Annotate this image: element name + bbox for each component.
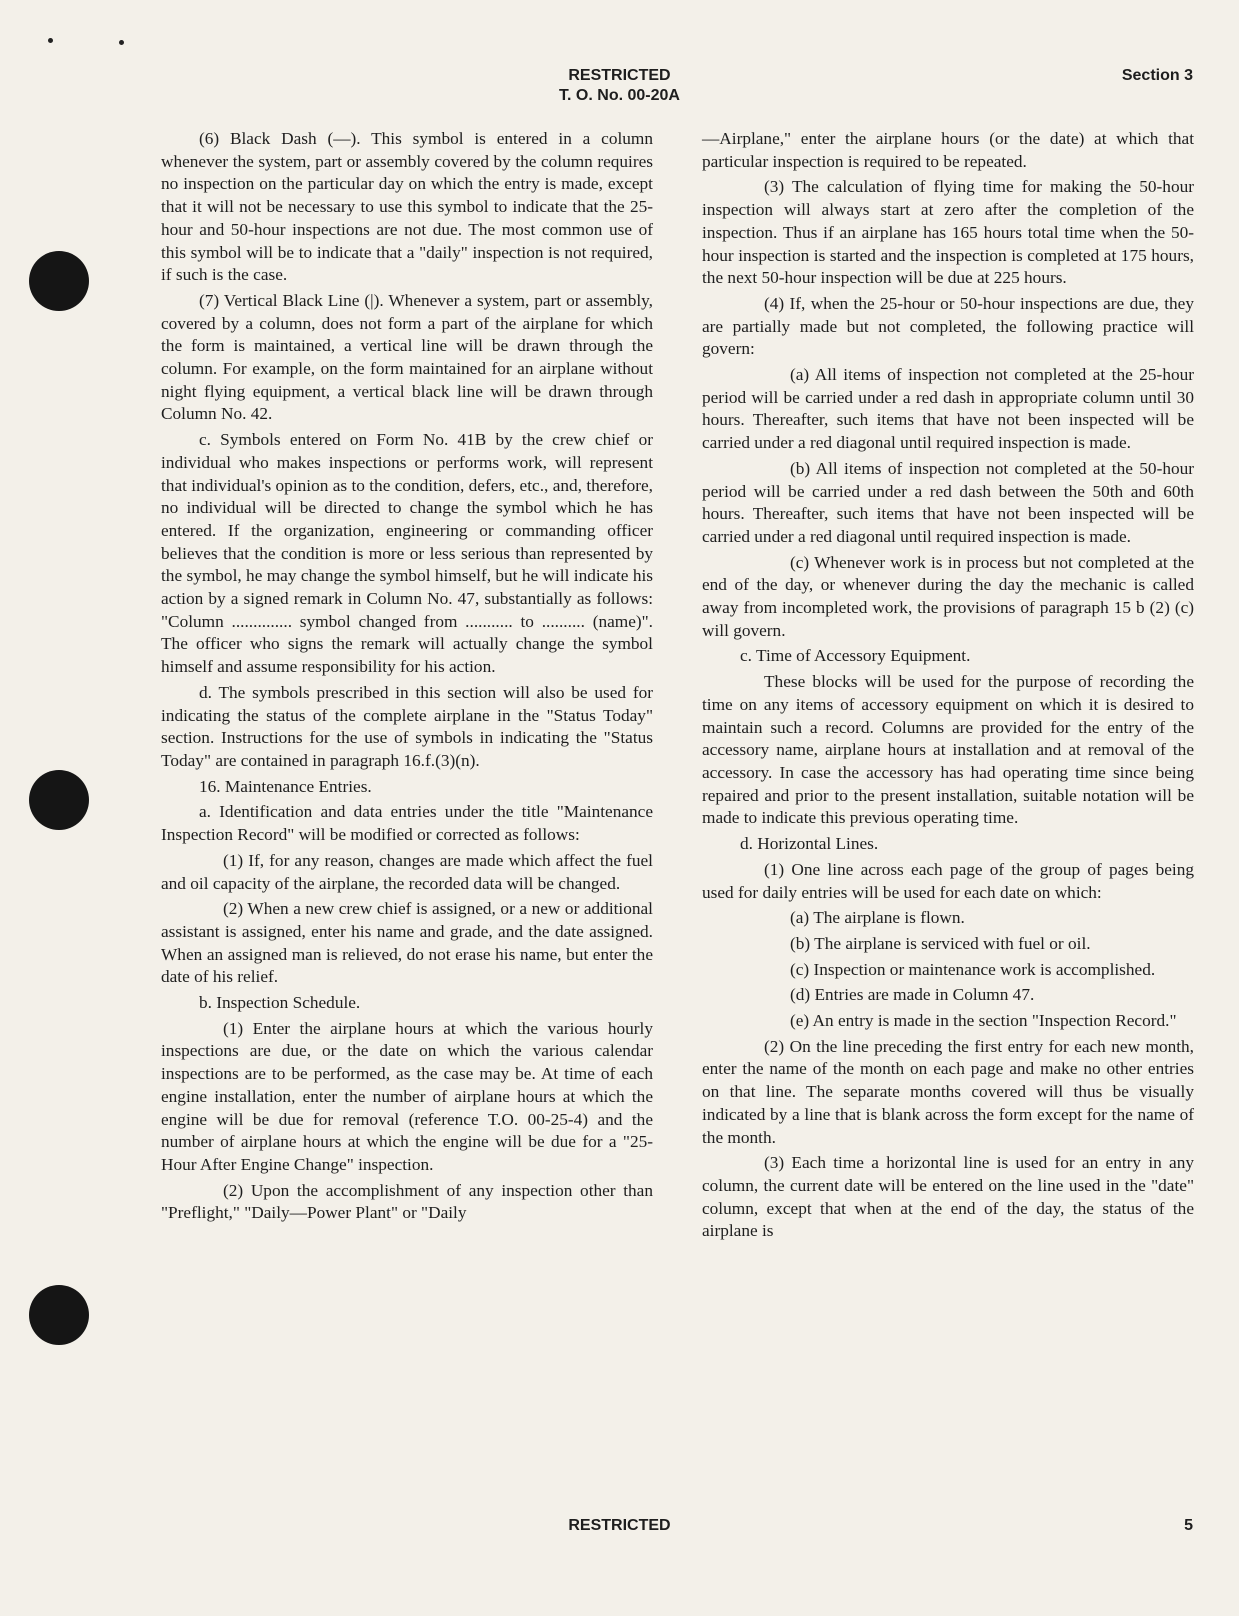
binder-hole-bottom [29, 1285, 89, 1345]
speck [119, 40, 124, 45]
paragraph: (3) The calculation of flying time for making the 50-hour inspection will always start at zero after the completion of the inspection. Thus if an airplane has 165 hours total time when the 50-hour inspection is started and the inspection is completed at 175 hours, the next 50-hour inspection will be due at 225 hours. [702, 177, 1194, 288]
paragraph: (1) Enter the airplane hours at which the various hourly inspections are due, or the date on which the various calendar inspections are to be performed, as the case may be. At time of each engine installation, enter the number of airplane hours at which the engine will be due for removal (reference T.O. 00-25-4) and the number of airplane hours at which the engine will be due for a "25-Hour After Engine Change" inspection. [161, 1018, 653, 1174]
list-item: (a) The airplane is flown. [790, 908, 965, 928]
binder-hole-middle [29, 770, 89, 830]
footer-classification: RESTRICTED [568, 1517, 671, 1534]
list-item: (d) Entries are made in Column 47. [790, 985, 1035, 1005]
paragraph: (6) Black Dash (—). This symbol is entered in a column whenever the system, part or assembly covered by the column requires no inspection on the particular day on which the entry is made, except that it will not be necessary to use this symbol to indicate that the 25-hour and 50-hour inspections are not due. The most common use of this symbol will be to indicate that a "daily" inspection is not required, if such is the case. [161, 129, 653, 285]
paragraph: a. Identification and data entries under the title "Maintenance Inspection Record" will be modified or corrected as follows: [161, 802, 653, 845]
paragraph: (7) Vertical Black Line (|). Whenever a system, part or assembly, covered by a column, does not form a part of the airplane for which the form is maintained, a vertical line will be drawn through the column. For example, on the form maintained for an airplane without night flying equipment, a vertical black line will be drawn through Column No. 42. [161, 290, 653, 424]
paragraph-heading: d. Horizontal Lines. [740, 834, 879, 854]
paragraph: (2) On the line preceding the first entry for each new month, enter the name of the month on each page and make no other entries on that line. The separate months covered will thus be visually indicated by a line that is blank across the form except for the name of the month. [702, 1036, 1194, 1147]
paragraph: (2) Upon the accomplishment of any inspection other than "Preflight," "Daily—Power Plant" or "Daily [161, 1180, 653, 1223]
paragraph-heading: 16. Maintenance Entries. [199, 776, 372, 796]
paragraph: —Airplane," enter the airplane hours (or the date) at which that particular inspection is required to be repeated. [702, 129, 1194, 171]
paragraph: (2) When a new crew chief is assigned, or a new or additional assistant is assigned, enter his name and grade, and the date assigned. When an assigned man is relieved, do not erase his name, but enter the date of his relief. [161, 899, 653, 987]
header-doc-number: T. O. No. 00-20A [559, 87, 680, 104]
list-item: (e) An entry is made in the section "Inspection Record." [790, 1011, 1177, 1031]
binder-hole-top [29, 251, 89, 311]
list-item: (b) The airplane is serviced with fuel or oil. [790, 933, 1091, 953]
left-column [161, 128, 653, 1228]
paragraph: c. Symbols entered on Form No. 41B by the crew chief or individual who makes inspections or performs work, will represent that individual's opinion as to the condition, defers, etc., and, therefore, no individual will be directed to change the symbol which he has entered. If the organization, engineering or commanding officer believes that the condition is more or less serious than represented by the symbol, he may change the symbol himself, but he will indicate his action by a signed remark in Column No. 47, substantially as follows: "Column .............. symbol changed from ........... to .......... (name)". The officer who signs the remark will actually change the symbol himself and assume responsibility for his action. [161, 430, 653, 677]
paragraph-heading: c. Time of Accessory Equipment. [740, 646, 971, 666]
page-number: 5 [1184, 1517, 1193, 1534]
paragraph: (a) All items of inspection not completed at the 25-hour period will be carried under a red dash in appropriate column until 30 hours. Thereafter, such items that have not been inspected will be carried under a red diagonal until required inspection is made. [702, 365, 1194, 453]
paragraph: (3) Each time a horizontal line is used for an entry in any column, the current date will be entered on the line used in the "date" column, except that when at the end of the day, the status of the airplane is [702, 1153, 1194, 1241]
paragraph-heading: b. Inspection Schedule. [199, 993, 361, 1013]
speck [48, 38, 53, 43]
paragraph: (c) Whenever work is in process but not completed at the end of the day, or whenever during the day the mechanic is called away from incompleted work, the provisions of paragraph 15 b (2) (c) will govern. [702, 552, 1194, 640]
paragraph: (1) One line across each page of the group of pages being used for daily entries will be used for each date on which: [702, 859, 1194, 902]
paragraph: (4) If, when the 25-hour or 50-hour inspections are due, they are partially made but not completed, the following practice will govern: [702, 293, 1194, 359]
right-column [702, 128, 1194, 1246]
paragraph: These blocks will be used for the purpose of recording the time on any items of accessory equipment on which it is desired to maintain such a record. Columns are provided for the entry of the accessory name, airplane hours at installation and at removal of the accessory. In case the accessory has had operating time since being repaired and prior to the present installation, suitable notation will be made to indicate this previous operating time. [702, 672, 1194, 828]
list-item: (c) Inspection or maintenance work is accomplished. [790, 959, 1156, 979]
paragraph: (1) If, for any reason, changes are made which affect the fuel and oil capacity of the airplane, the recorded data will be changed. [161, 850, 653, 893]
header-section: Section 3 [1121, 67, 1193, 84]
paragraph: (b) All items of inspection not completed at the 50-hour period will be carried under a red dash between the 50th and 60th hours. Thereafter, such items that have not been inspected will be carried under a red diagonal until required inspection is made. [702, 458, 1194, 546]
paragraph: d. The symbols prescribed in this section will also be used for indicating the status of the complete airplane in the "Status Today" section. Instructions for the use of symbols in indicating the "Status Today" are contained in paragraph 16.f.(3)(n). [161, 682, 653, 770]
header-classification: RESTRICTED [568, 67, 671, 84]
page-header [0, 66, 1239, 106]
